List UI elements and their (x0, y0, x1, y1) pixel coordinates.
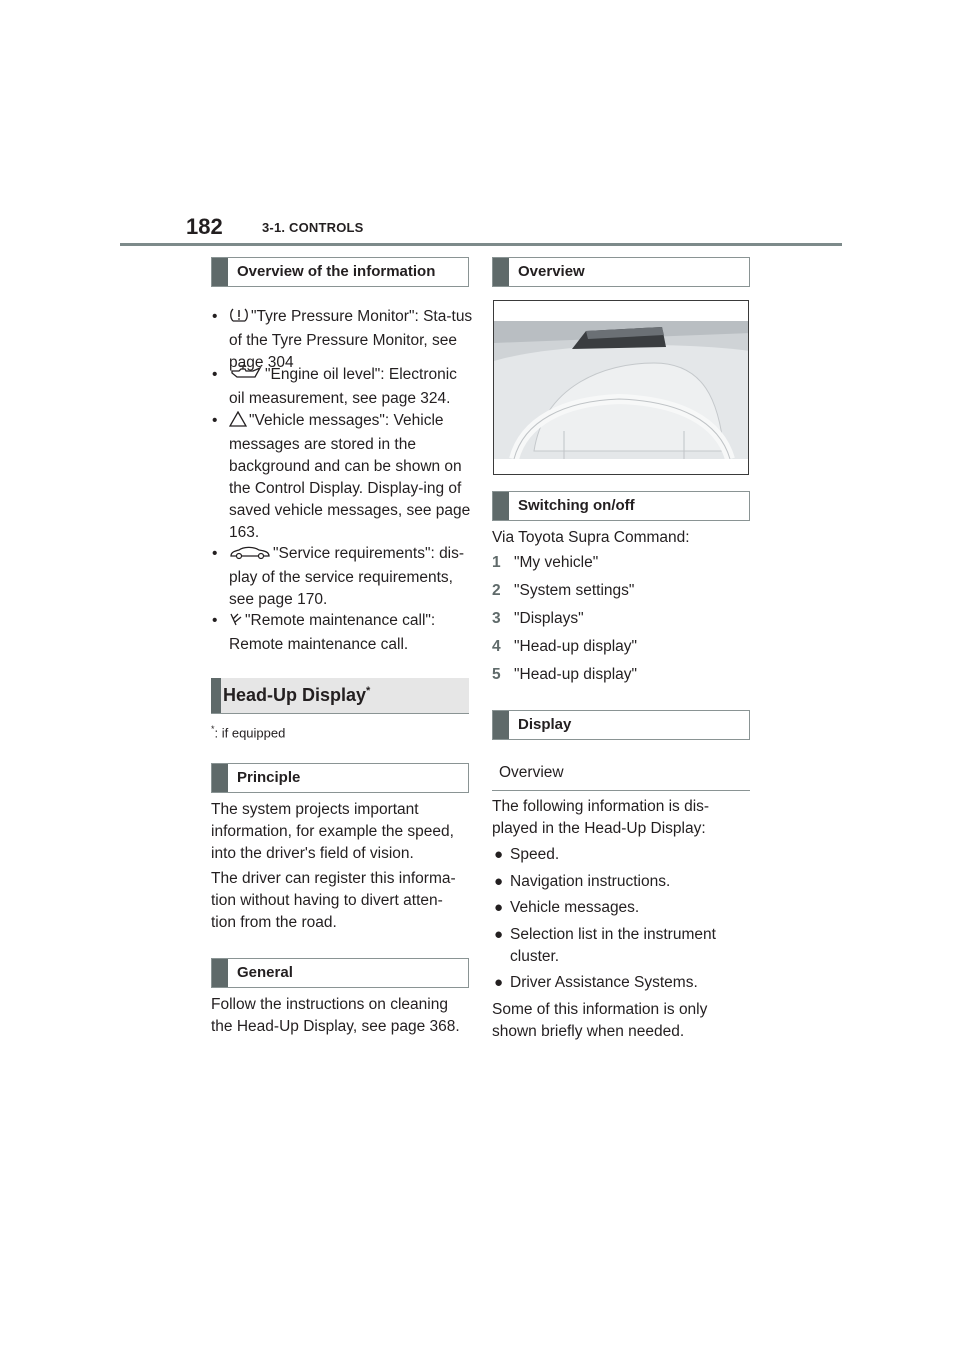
list-item (492, 897, 752, 919)
heading-bar (493, 258, 509, 286)
bullet-text: "Remote maintenance call": Remote maintenance call. (229, 612, 436, 653)
list-item (212, 364, 472, 408)
step-text: "Head-up display" (514, 638, 638, 655)
bullet: ● (494, 974, 504, 991)
step-number: 3 (492, 610, 501, 627)
list-item-text: Speed. (510, 846, 560, 863)
overview-information-heading (211, 257, 469, 287)
list-item (212, 610, 472, 654)
warning-triangle-icon (229, 411, 247, 434)
bullet: ● (494, 926, 504, 943)
bullet-text: "Vehicle messages": Vehicle messages are stored in the background and can be shown on the Control Display. Display-ing of saved vehicle messages, see page 163. (229, 412, 471, 541)
step-number: 2 (492, 582, 501, 599)
principle-heading (211, 763, 469, 793)
bullet-text: "Service requirements": dis-play of the service requirements, see page 170. (229, 545, 465, 608)
general-heading (211, 958, 469, 988)
list-item-text: Driver Assistance Systems. (510, 974, 698, 991)
bullet: ● (494, 846, 504, 863)
list-item-text: Selection list in the instrument cluster. (510, 926, 716, 965)
oil-can-icon (229, 365, 263, 388)
subheading-text: Overview (499, 764, 564, 781)
list-item-text: Vehicle messages. (510, 899, 640, 916)
display-heading (492, 710, 750, 740)
tyre-pressure-icon (229, 307, 249, 330)
general-paragraph: Follow the instructions on cleaning the Head-Up Display, see page 368. (211, 996, 460, 1035)
bullet: • (212, 412, 218, 429)
heading-text: Switching on/off (518, 497, 635, 514)
bullet: • (212, 308, 218, 325)
bullet: • (212, 545, 218, 562)
list-item (492, 924, 752, 968)
heading-bar (493, 711, 509, 739)
bullet: • (212, 612, 218, 629)
heading-text: General (237, 964, 293, 981)
list-item-text: Navigation instructions. (510, 873, 671, 890)
heading-bar (212, 764, 228, 792)
list-item (492, 972, 752, 994)
step-item (492, 608, 584, 630)
heading-bar (212, 258, 228, 286)
page-number: 182 (186, 214, 223, 239)
heading-bar (493, 492, 509, 520)
step-text: "System settings" (514, 582, 635, 599)
step-number: 5 (492, 666, 501, 683)
list-item (492, 844, 752, 866)
switching-heading (492, 491, 750, 521)
car-service-icon (229, 544, 271, 567)
step-text: "Displays" (514, 610, 584, 627)
step-item (492, 664, 637, 686)
heading-text: Overview of the information (237, 263, 436, 280)
bullet: ● (494, 899, 504, 916)
display-paragraph: The following information is dis-played in the Head-Up Display: (492, 798, 710, 837)
heading-text: Head-Up Display* (223, 685, 371, 705)
step-number: 4 (492, 638, 501, 655)
step-item (492, 636, 637, 658)
list-item (212, 410, 472, 542)
principle-paragraph-2: The driver can register this informa-tion without having to divert atten-tion from the road. (211, 870, 456, 931)
step-item (492, 552, 598, 574)
heading-bar (211, 678, 221, 713)
step-text: "My vehicle" (514, 554, 599, 571)
heading-bar (212, 959, 228, 987)
head-up-display-photo (493, 300, 749, 475)
display-subheading (492, 760, 750, 791)
hud-section-heading (211, 678, 469, 714)
remote-call-icon (229, 611, 243, 634)
list-item (212, 543, 472, 609)
bullet: • (212, 366, 218, 383)
dashboard-illustration (494, 301, 749, 475)
step-item (492, 580, 634, 602)
via-text: Via Toyota Supra Command: (492, 529, 690, 546)
bullet-text: "Tyre Pressure Monitor": Sta-tus of the Tyre Pressure Monitor, see page 304 (229, 308, 473, 371)
list-item (492, 871, 752, 893)
section-title: 3-1. CONTROLS (262, 220, 364, 235)
step-text: "Head-up display" (514, 666, 638, 683)
header-rule (120, 243, 842, 246)
heading-text: Overview (518, 263, 585, 280)
bullet: ● (494, 873, 504, 890)
heading-text: Principle (237, 769, 301, 786)
heading-text: Display (518, 716, 572, 733)
overview-heading (492, 257, 750, 287)
closing-paragraph: Some of this information is only shown briefly when needed. (492, 1001, 708, 1040)
list-item (212, 306, 472, 372)
principle-paragraph-1: The system projects important information, for example the speed, into the driver's field of vision. (211, 801, 454, 862)
bullet-text: "Engine oil level": Electronic oil measurement, see page 324. (229, 366, 457, 407)
step-number: 1 (492, 554, 501, 571)
footnote: *: if equipped (211, 724, 286, 741)
